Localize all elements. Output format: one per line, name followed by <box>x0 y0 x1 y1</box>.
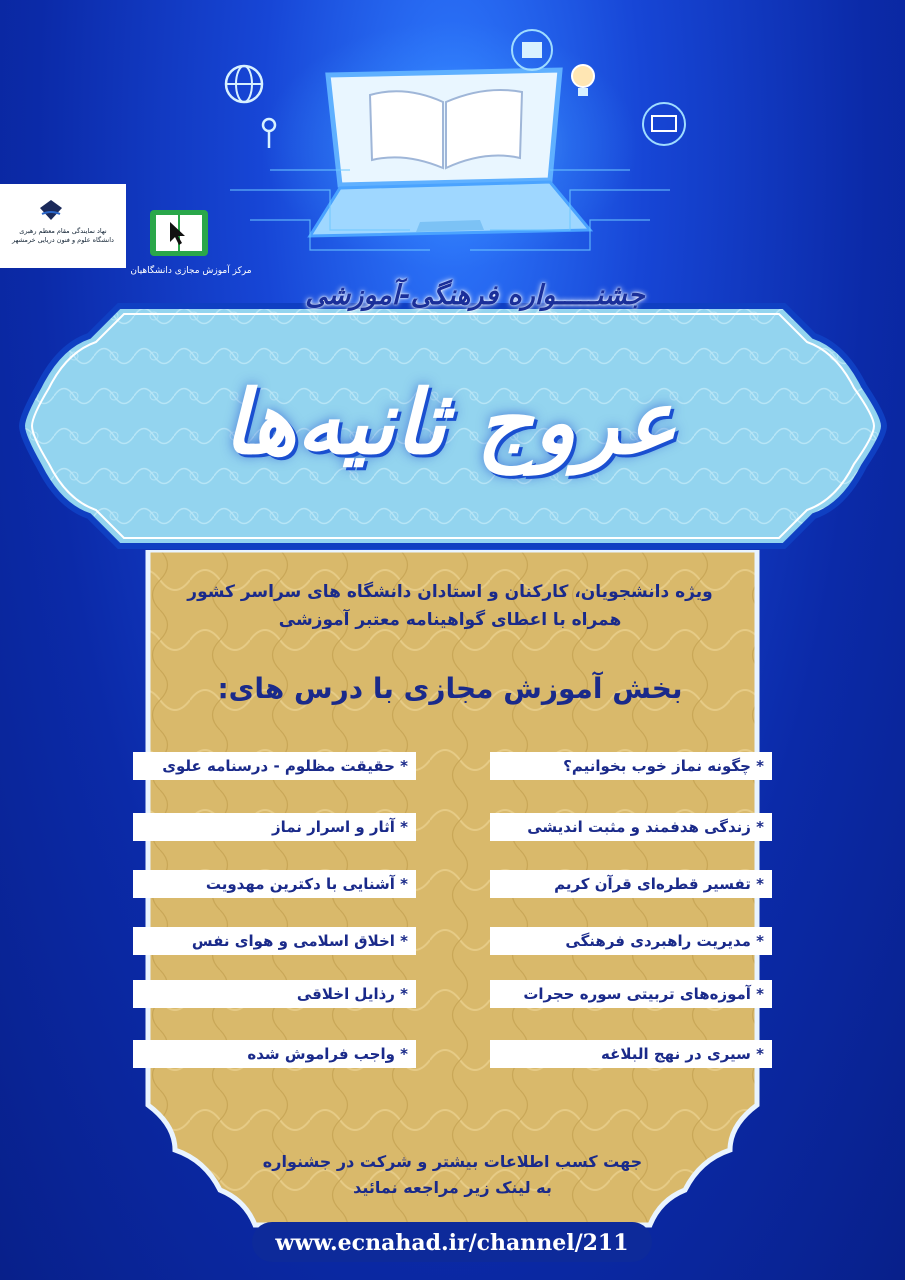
channel-link[interactable]: www.ecnahad.ir/channel/211 <box>275 1230 629 1256</box>
circuit-lines <box>210 150 690 270</box>
festival-title: جشنـــــواره فرهنگی-آموزشی <box>305 280 645 311</box>
course-item-right-5: * آموزه‌های تربیتی سوره حجرات <box>490 980 772 1008</box>
course-item-right-1: * چگونه نماز خوب بخوانیم؟ <box>490 752 772 780</box>
logo-line1: نهاد نمایندگی مقام معظم رهبری <box>19 227 107 235</box>
course-item-right-2: * زندگی هدفمند و مثبت اندیشی <box>490 813 772 841</box>
content-panel <box>130 550 775 1255</box>
logo-line2: دانشگاه علوم و فنون دریایی خرمشهر <box>12 236 114 244</box>
footer-info-line2: به لینک زیر مراجعه نمائید <box>353 1178 552 1197</box>
university-emblem-icon <box>38 198 64 222</box>
course-item-left-2: * آثار و اسرار نماز <box>133 813 416 841</box>
tablet-icon <box>510 28 554 72</box>
courses-heading: بخش آموزش مجازی با درس های: <box>217 672 683 705</box>
main-title: عروج ثانیه‌ها <box>223 370 677 474</box>
audience-text: ویژه دانشجویان، کارکنان و استادان دانشگاه های سراسر کشور <box>187 582 713 602</box>
course-item-right-4: * مدیریت راهبردی فرهنگی <box>490 927 772 955</box>
course-item-left-6: * واجب فراموش شده <box>133 1040 416 1068</box>
course-item-left-4: * اخلاق اسلامی و هوای نفس <box>133 927 416 955</box>
course-item-left-3: * آشنایی با دکترین مهدویت <box>133 870 416 898</box>
center-logo-label: مرکز آموزش مجازی دانشگاهیان <box>130 266 252 276</box>
certificate-text: همراه با اعطای گواهینامه معتبر آموزشی <box>278 610 622 630</box>
globe-icon <box>222 62 266 106</box>
key-icon <box>254 116 284 150</box>
monitor-icon <box>640 102 688 146</box>
book-cursor-icon <box>148 206 210 260</box>
footer-info-line1: جهت کسب اطلاعات بیشتر و شرکت در جشنواره <box>262 1152 643 1171</box>
university-logo-box <box>0 184 126 268</box>
lightbulb-icon <box>566 60 600 104</box>
course-item-right-3: * تفسیر قطره‌ای قرآن کریم <box>490 870 772 898</box>
course-item-left-1: * حقیقت مظلوم - درسنامه علوی <box>133 752 416 780</box>
logo-caption <box>4 227 122 245</box>
course-item-left-5: * رذایل اخلاقی <box>133 980 416 1008</box>
course-item-right-6: * سیری در نهج البلاغه <box>490 1040 772 1068</box>
